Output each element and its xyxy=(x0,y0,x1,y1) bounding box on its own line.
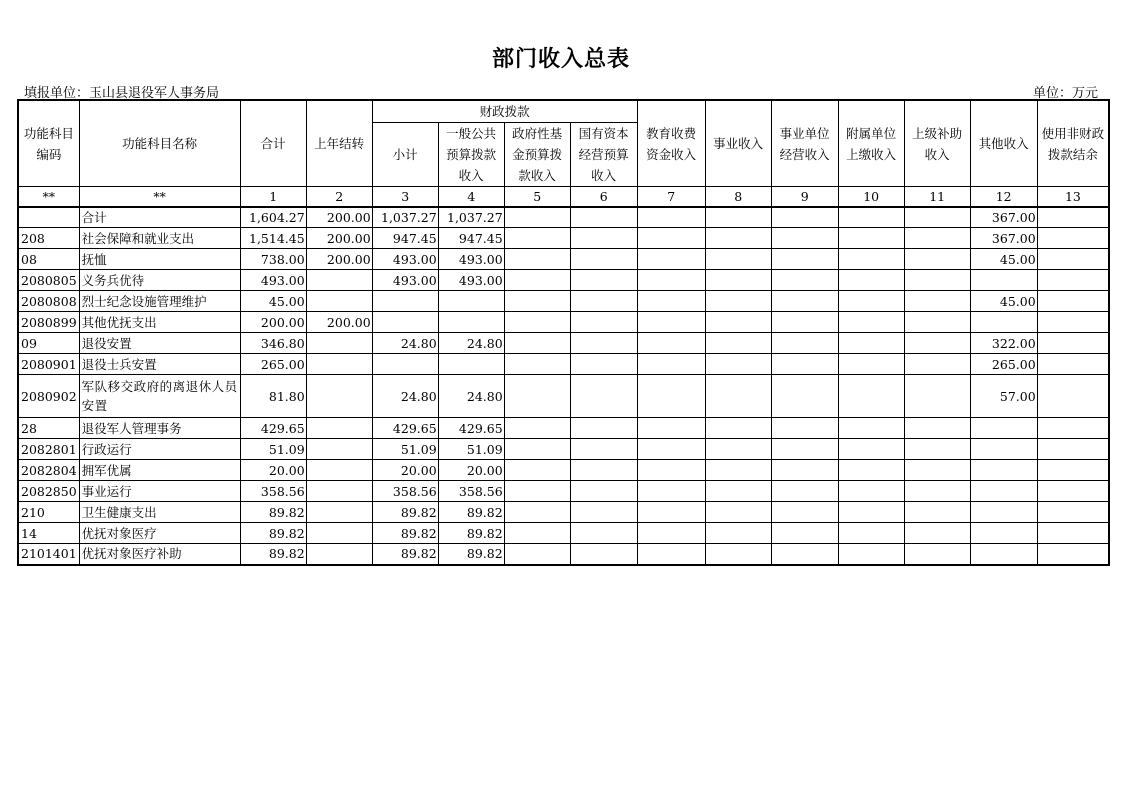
cell-general-budget: 24.80 xyxy=(438,333,504,354)
cell-subtotal: 947.45 xyxy=(372,228,438,249)
cell-business-income xyxy=(705,481,771,502)
cell-name: 行政运行 xyxy=(79,439,240,460)
cell-state-capital xyxy=(570,481,637,502)
cell-general-budget: 89.82 xyxy=(438,523,504,544)
cell-subsidiary-income xyxy=(838,249,904,270)
cell-gov-fund xyxy=(504,333,570,354)
currency-unit: 单位：万元 xyxy=(1032,86,1098,101)
cell-subtotal: 429.65 xyxy=(372,418,438,439)
cell-total: 89.82 xyxy=(240,544,306,565)
cell-code: 2080805 xyxy=(18,270,79,291)
cell-gov-fund xyxy=(504,439,570,460)
cell-total: 51.09 xyxy=(240,439,306,460)
column-index-row xyxy=(18,187,1109,207)
cell-business-income xyxy=(705,333,771,354)
cell-other-income xyxy=(970,418,1037,439)
cell-code: 09 xyxy=(18,333,79,354)
index-cell: 12 xyxy=(970,187,1037,207)
header-gov-fund: 政府性基金预算拨款收入 xyxy=(504,123,570,187)
cell-general-budget: 429.65 xyxy=(438,418,504,439)
cell-total: 265.00 xyxy=(240,354,306,375)
cell-carryover: 200.00 xyxy=(306,249,372,270)
cell-edu-fee xyxy=(637,418,705,439)
cell-business-income xyxy=(705,270,771,291)
cell-other-income xyxy=(970,523,1037,544)
cell-subtotal: 89.82 xyxy=(372,544,438,565)
cell-subtotal: 493.00 xyxy=(372,249,438,270)
header-operating-income: 事业单位经营收入 xyxy=(771,100,838,187)
header-fiscal-group: 财政拨款 xyxy=(372,100,637,123)
cell-state-capital xyxy=(570,354,637,375)
index-cell: 7 xyxy=(637,187,705,207)
cell-edu-fee xyxy=(637,207,705,228)
cell-code: 2082850 xyxy=(18,481,79,502)
cell-carryover xyxy=(306,418,372,439)
table-row xyxy=(18,249,1109,270)
cell-upper-subsidy xyxy=(904,270,970,291)
cell-non-fiscal-balance xyxy=(1037,375,1109,418)
cell-subsidiary-income xyxy=(838,312,904,333)
cell-non-fiscal-balance xyxy=(1037,312,1109,333)
cell-code: 2080902 xyxy=(18,375,79,418)
cell-gov-fund xyxy=(504,544,570,565)
cell-non-fiscal-balance xyxy=(1037,544,1109,565)
cell-upper-subsidy xyxy=(904,207,970,228)
cell-total: 89.82 xyxy=(240,523,306,544)
cell-other-income: 45.00 xyxy=(970,249,1037,270)
cell-edu-fee xyxy=(637,354,705,375)
cell-state-capital xyxy=(570,439,637,460)
cell-upper-subsidy xyxy=(904,375,970,418)
cell-total: 493.00 xyxy=(240,270,306,291)
cell-subsidiary-income xyxy=(838,207,904,228)
cell-code: 28 xyxy=(18,418,79,439)
cell-name: 卫生健康支出 xyxy=(79,502,240,523)
cell-subtotal: 89.82 xyxy=(372,502,438,523)
cell-name: 退役士兵安置 xyxy=(79,354,240,375)
cell-state-capital xyxy=(570,375,637,418)
cell-state-capital xyxy=(570,291,637,312)
cell-total: 738.00 xyxy=(240,249,306,270)
cell-upper-subsidy xyxy=(904,460,970,481)
cell-state-capital xyxy=(570,333,637,354)
cell-gov-fund xyxy=(504,291,570,312)
cell-operating-income xyxy=(771,439,838,460)
cell-operating-income xyxy=(771,291,838,312)
cell-other-income xyxy=(970,439,1037,460)
cell-upper-subsidy xyxy=(904,249,970,270)
cell-subsidiary-income xyxy=(838,439,904,460)
cell-upper-subsidy xyxy=(904,481,970,502)
cell-total: 346.80 xyxy=(240,333,306,354)
cell-edu-fee xyxy=(637,481,705,502)
index-cell: 2 xyxy=(306,187,372,207)
header-carryover: 上年结转 xyxy=(306,100,372,187)
cell-carryover xyxy=(306,481,372,502)
header-state-capital: 国有资本经营预算收入 xyxy=(570,123,637,187)
cell-carryover xyxy=(306,502,372,523)
cell-total: 45.00 xyxy=(240,291,306,312)
cell-subsidiary-income xyxy=(838,418,904,439)
cell-upper-subsidy xyxy=(904,439,970,460)
cell-subtotal: 51.09 xyxy=(372,439,438,460)
table-row xyxy=(18,312,1109,333)
cell-code: 2080808 xyxy=(18,291,79,312)
cell-name: 其他优抚支出 xyxy=(79,312,240,333)
cell-code: 2082801 xyxy=(18,439,79,460)
cell-edu-fee xyxy=(637,291,705,312)
header-upper-subsidy: 上级补助收入 xyxy=(904,100,970,187)
cell-subsidiary-income xyxy=(838,481,904,502)
cell-carryover xyxy=(306,523,372,544)
cell-gov-fund xyxy=(504,228,570,249)
cell-general-budget xyxy=(438,291,504,312)
cell-operating-income xyxy=(771,270,838,291)
cell-non-fiscal-balance xyxy=(1037,291,1109,312)
cell-edu-fee xyxy=(637,249,705,270)
cell-name: 事业运行 xyxy=(79,481,240,502)
cell-subsidiary-income xyxy=(838,228,904,249)
cell-other-income xyxy=(970,481,1037,502)
cell-subtotal: 24.80 xyxy=(372,333,438,354)
cell-upper-subsidy xyxy=(904,523,970,544)
cell-other-income: 367.00 xyxy=(970,207,1037,228)
cell-gov-fund xyxy=(504,249,570,270)
cell-total: 200.00 xyxy=(240,312,306,333)
cell-operating-income xyxy=(771,354,838,375)
cell-state-capital xyxy=(570,544,637,565)
cell-subtotal: 24.80 xyxy=(372,375,438,418)
cell-operating-income xyxy=(771,418,838,439)
cell-name: 合计 xyxy=(79,207,240,228)
table-row xyxy=(18,460,1109,481)
cell-general-budget: 1,037.27 xyxy=(438,207,504,228)
cell-subsidiary-income xyxy=(838,502,904,523)
cell-name: 优抚对象医疗补助 xyxy=(79,544,240,565)
cell-edu-fee xyxy=(637,312,705,333)
cell-non-fiscal-balance xyxy=(1037,418,1109,439)
cell-code: 08 xyxy=(18,249,79,270)
cell-non-fiscal-balance xyxy=(1037,523,1109,544)
cell-non-fiscal-balance xyxy=(1037,439,1109,460)
cell-carryover xyxy=(306,460,372,481)
header-subsidiary-income: 附属单位上缴收入 xyxy=(838,100,904,187)
cell-subsidiary-income xyxy=(838,354,904,375)
cell-edu-fee xyxy=(637,270,705,291)
cell-subtotal xyxy=(372,291,438,312)
header-edu-fee: 教育收费资金收入 xyxy=(637,100,705,187)
cell-subsidiary-income xyxy=(838,270,904,291)
cell-subsidiary-income xyxy=(838,523,904,544)
cell-operating-income xyxy=(771,207,838,228)
index-cell: 11 xyxy=(904,187,970,207)
table-row xyxy=(18,270,1109,291)
cell-gov-fund xyxy=(504,523,570,544)
cell-non-fiscal-balance xyxy=(1037,270,1109,291)
cell-non-fiscal-balance xyxy=(1037,354,1109,375)
index-cell: 3 xyxy=(372,187,438,207)
index-cell: 10 xyxy=(838,187,904,207)
cell-operating-income xyxy=(771,502,838,523)
table-row xyxy=(18,375,1109,418)
cell-other-income: 57.00 xyxy=(970,375,1037,418)
cell-edu-fee xyxy=(637,375,705,418)
reporting-unit: 填报单位：玉山县退役军人事务局 xyxy=(24,86,220,101)
cell-general-budget: 89.82 xyxy=(438,544,504,565)
cell-operating-income xyxy=(771,228,838,249)
cell-non-fiscal-balance xyxy=(1037,502,1109,523)
cell-business-income xyxy=(705,418,771,439)
cell-subsidiary-income xyxy=(838,544,904,565)
header-non-fiscal-balance: 使用非财政拨款结余 xyxy=(1037,100,1109,187)
cell-carryover xyxy=(306,291,372,312)
cell-carryover xyxy=(306,544,372,565)
cell-carryover xyxy=(306,375,372,418)
cell-non-fiscal-balance xyxy=(1037,481,1109,502)
cell-subsidiary-income xyxy=(838,333,904,354)
cell-upper-subsidy xyxy=(904,291,970,312)
cell-other-income: 367.00 xyxy=(970,228,1037,249)
cell-state-capital xyxy=(570,418,637,439)
cell-gov-fund xyxy=(504,418,570,439)
cell-other-income xyxy=(970,312,1037,333)
table-row xyxy=(18,523,1109,544)
cell-total: 429.65 xyxy=(240,418,306,439)
cell-total: 1,514.45 xyxy=(240,228,306,249)
cell-total: 1,604.27 xyxy=(240,207,306,228)
cell-other-income: 45.00 xyxy=(970,291,1037,312)
cell-gov-fund xyxy=(504,207,570,228)
cell-state-capital xyxy=(570,523,637,544)
cell-subtotal: 493.00 xyxy=(372,270,438,291)
cell-business-income xyxy=(705,375,771,418)
cell-state-capital xyxy=(570,502,637,523)
cell-business-income xyxy=(705,249,771,270)
cell-carryover xyxy=(306,354,372,375)
cell-gov-fund xyxy=(504,270,570,291)
cell-name: 社会保障和就业支出 xyxy=(79,228,240,249)
table-row xyxy=(18,418,1109,439)
cell-code: 2080899 xyxy=(18,312,79,333)
cell-name: 烈士纪念设施管理维护 xyxy=(79,291,240,312)
table-row xyxy=(18,291,1109,312)
index-cell: ** xyxy=(18,187,79,207)
index-cell: 8 xyxy=(705,187,771,207)
cell-other-income xyxy=(970,460,1037,481)
cell-gov-fund xyxy=(504,312,570,333)
cell-edu-fee xyxy=(637,544,705,565)
header-total: 合计 xyxy=(240,100,306,187)
cell-state-capital xyxy=(570,228,637,249)
cell-carryover xyxy=(306,439,372,460)
cell-subsidiary-income xyxy=(838,375,904,418)
cell-gov-fund xyxy=(504,354,570,375)
index-cell: 4 xyxy=(438,187,504,207)
index-cell: 1 xyxy=(240,187,306,207)
cell-business-income xyxy=(705,502,771,523)
cell-subtotal: 89.82 xyxy=(372,523,438,544)
cell-operating-income xyxy=(771,481,838,502)
cell-upper-subsidy xyxy=(904,418,970,439)
cell-operating-income xyxy=(771,249,838,270)
cell-subtotal: 20.00 xyxy=(372,460,438,481)
cell-name: 退役军人管理事务 xyxy=(79,418,240,439)
cell-operating-income xyxy=(771,312,838,333)
header-other-income: 其他收入 xyxy=(970,100,1037,187)
table-row xyxy=(18,207,1109,228)
cell-general-budget xyxy=(438,354,504,375)
cell-other-income xyxy=(970,270,1037,291)
cell-edu-fee xyxy=(637,460,705,481)
cell-code: 14 xyxy=(18,523,79,544)
cell-gov-fund xyxy=(504,460,570,481)
cell-other-income: 322.00 xyxy=(970,333,1037,354)
index-cell: 6 xyxy=(570,187,637,207)
cell-upper-subsidy xyxy=(904,544,970,565)
cell-operating-income xyxy=(771,523,838,544)
cell-general-budget: 24.80 xyxy=(438,375,504,418)
cell-subtotal xyxy=(372,312,438,333)
cell-upper-subsidy xyxy=(904,502,970,523)
cell-edu-fee xyxy=(637,333,705,354)
cell-code: 2082804 xyxy=(18,460,79,481)
cell-gov-fund xyxy=(504,502,570,523)
header-subtotal: 小计 xyxy=(372,123,438,187)
cell-general-budget: 51.09 xyxy=(438,439,504,460)
table-row xyxy=(18,354,1109,375)
cell-non-fiscal-balance xyxy=(1037,228,1109,249)
header-general-budget: 一般公共预算拨款收入 xyxy=(438,123,504,187)
cell-business-income xyxy=(705,460,771,481)
cell-code: 2080901 xyxy=(18,354,79,375)
cell-code: 2101401 xyxy=(18,544,79,565)
cell-operating-income xyxy=(771,544,838,565)
cell-non-fiscal-balance xyxy=(1037,460,1109,481)
cell-gov-fund xyxy=(504,375,570,418)
cell-carryover: 200.00 xyxy=(306,312,372,333)
index-cell: 13 xyxy=(1037,187,1109,207)
index-cell: 5 xyxy=(504,187,570,207)
table-row xyxy=(18,228,1109,249)
cell-carryover xyxy=(306,270,372,291)
cell-business-income xyxy=(705,312,771,333)
cell-state-capital xyxy=(570,270,637,291)
cell-business-income xyxy=(705,544,771,565)
cell-code xyxy=(18,207,79,228)
cell-state-capital xyxy=(570,312,637,333)
cell-general-budget: 89.82 xyxy=(438,502,504,523)
cell-subtotal: 1,037.27 xyxy=(372,207,438,228)
income-summary-table xyxy=(17,99,1110,566)
cell-upper-subsidy xyxy=(904,228,970,249)
cell-general-budget: 358.56 xyxy=(438,481,504,502)
cell-name: 退役安置 xyxy=(79,333,240,354)
cell-code: 210 xyxy=(18,502,79,523)
cell-code: 208 xyxy=(18,228,79,249)
table-row xyxy=(18,481,1109,502)
table-row xyxy=(18,544,1109,565)
cell-state-capital xyxy=(570,249,637,270)
cell-general-budget: 493.00 xyxy=(438,270,504,291)
cell-subtotal xyxy=(372,354,438,375)
cell-general-budget: 493.00 xyxy=(438,249,504,270)
cell-subsidiary-income xyxy=(838,291,904,312)
cell-state-capital xyxy=(570,460,637,481)
cell-gov-fund xyxy=(504,481,570,502)
cell-business-income xyxy=(705,439,771,460)
header-code: 功能科目编码 xyxy=(18,100,79,187)
cell-upper-subsidy xyxy=(904,354,970,375)
cell-name: 拥军优属 xyxy=(79,460,240,481)
cell-name: 抚恤 xyxy=(79,249,240,270)
cell-operating-income xyxy=(771,333,838,354)
cell-edu-fee xyxy=(637,502,705,523)
cell-general-budget: 947.45 xyxy=(438,228,504,249)
cell-carryover: 200.00 xyxy=(306,207,372,228)
header-name: 功能科目名称 xyxy=(79,100,240,187)
cell-business-income xyxy=(705,291,771,312)
cell-carryover: 200.00 xyxy=(306,228,372,249)
cell-other-income xyxy=(970,502,1037,523)
cell-edu-fee xyxy=(637,439,705,460)
cell-subsidiary-income xyxy=(838,460,904,481)
cell-total: 20.00 xyxy=(240,460,306,481)
cell-general-budget xyxy=(438,312,504,333)
cell-edu-fee xyxy=(637,523,705,544)
cell-general-budget: 20.00 xyxy=(438,460,504,481)
cell-operating-income xyxy=(771,460,838,481)
cell-upper-subsidy xyxy=(904,333,970,354)
cell-non-fiscal-balance xyxy=(1037,249,1109,270)
cell-upper-subsidy xyxy=(904,312,970,333)
cell-other-income xyxy=(970,544,1037,565)
cell-name: 优抚对象医疗 xyxy=(79,523,240,544)
table-row xyxy=(18,333,1109,354)
cell-business-income xyxy=(705,523,771,544)
cell-business-income xyxy=(705,207,771,228)
index-cell: ** xyxy=(79,187,240,207)
page-title: 部门收入总表 xyxy=(491,47,630,72)
index-cell: 9 xyxy=(771,187,838,207)
cell-business-income xyxy=(705,228,771,249)
table-row xyxy=(18,502,1109,523)
cell-name: 义务兵优待 xyxy=(79,270,240,291)
cell-total: 89.82 xyxy=(240,502,306,523)
cell-name: 军队移交政府的离退休人员安置 xyxy=(79,375,240,418)
cell-business-income xyxy=(705,354,771,375)
cell-non-fiscal-balance xyxy=(1037,333,1109,354)
cell-carryover xyxy=(306,333,372,354)
table-row xyxy=(18,439,1109,460)
cell-state-capital xyxy=(570,207,637,228)
cell-other-income: 265.00 xyxy=(970,354,1037,375)
cell-total: 81.80 xyxy=(240,375,306,418)
cell-operating-income xyxy=(771,375,838,418)
header-business-income: 事业收入 xyxy=(705,100,771,187)
cell-subtotal: 358.56 xyxy=(372,481,438,502)
cell-total: 358.56 xyxy=(240,481,306,502)
cell-edu-fee xyxy=(637,228,705,249)
cell-non-fiscal-balance xyxy=(1037,207,1109,228)
